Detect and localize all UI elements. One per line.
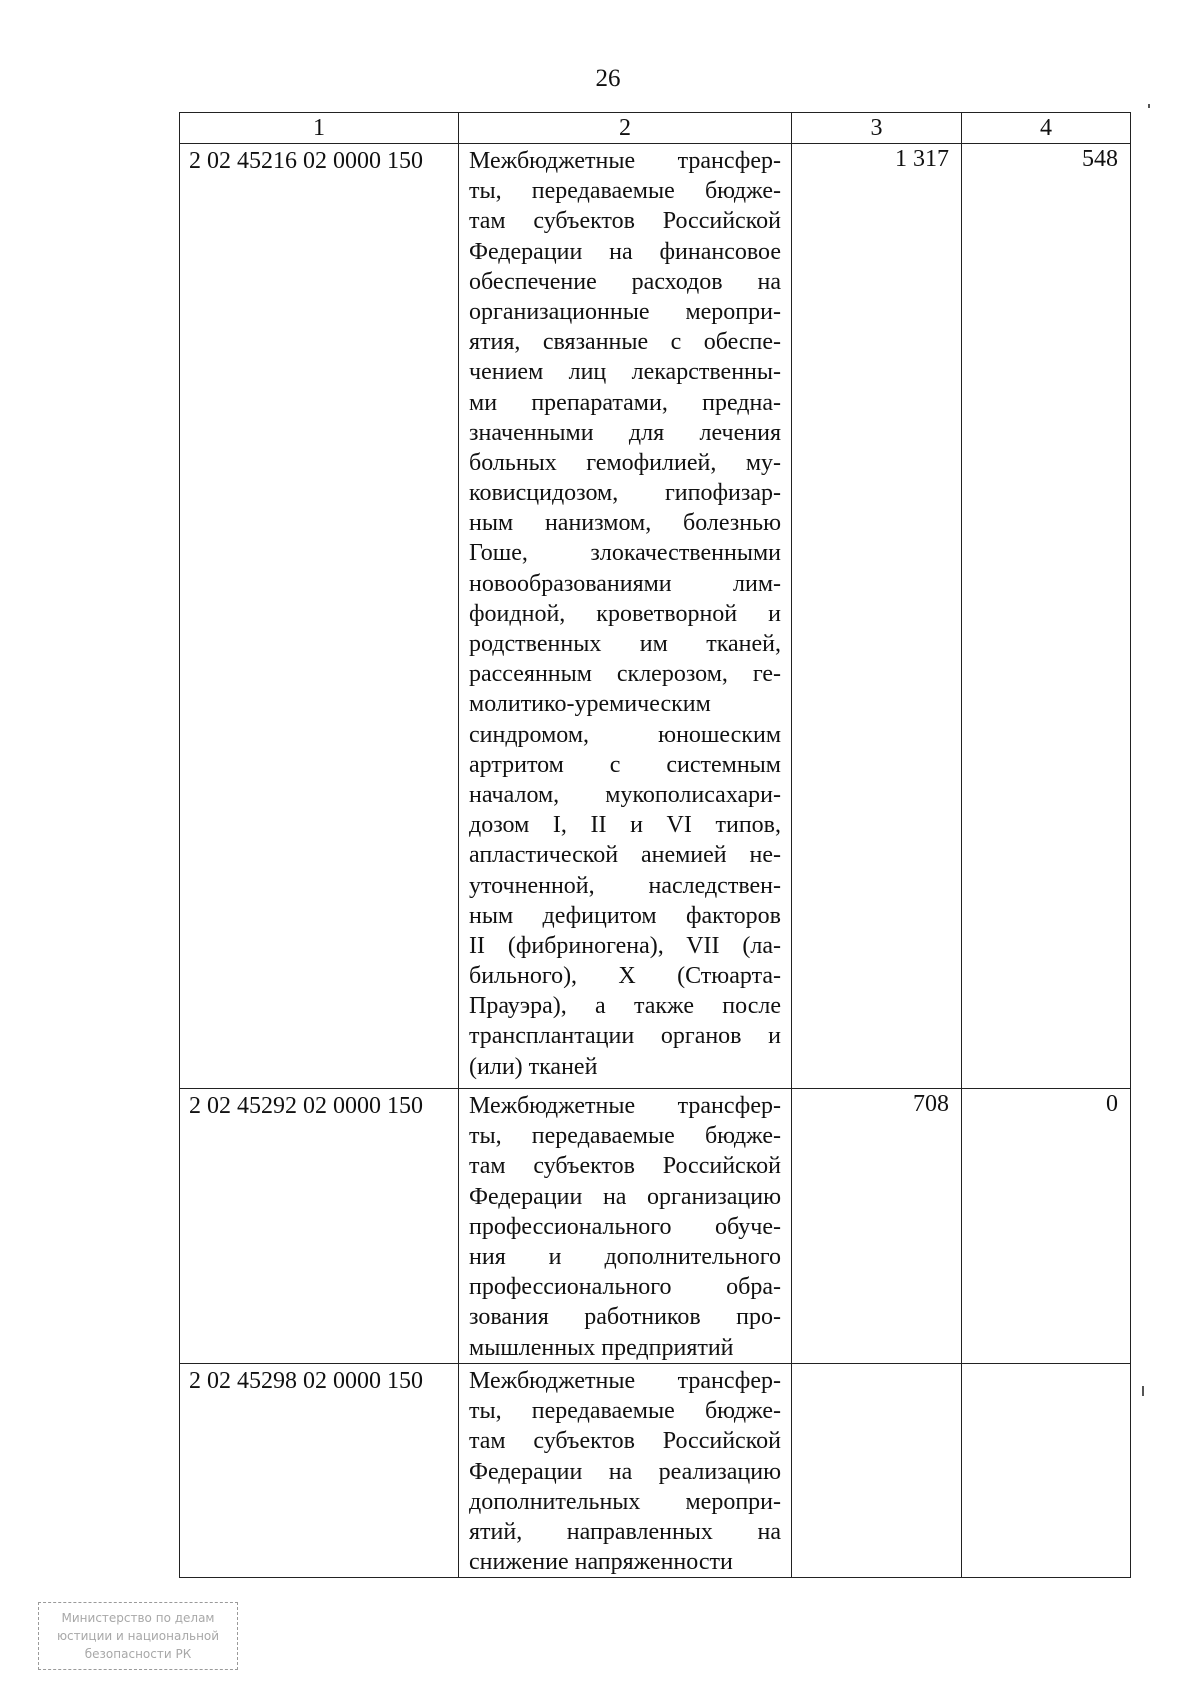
budget-code-cell: 2 02 45298 02 0000 150 [180, 1364, 459, 1578]
description-line: апластической анемией не- [469, 842, 781, 869]
description-line: Прауэра), а также после [469, 993, 781, 1020]
description-line: фоидной, кроветворной и [469, 600, 781, 627]
description-line: Федерации на организацию [469, 1183, 781, 1210]
column-header-2: 2 [459, 113, 792, 144]
description-line: Федерации на реализацию [469, 1458, 781, 1485]
description-line: ным дефицитом факторов [469, 902, 781, 929]
description-line: Межбюджетные трансфер- [469, 148, 781, 174]
description-line: обеспечение расходов на [469, 268, 781, 295]
description-cell [459, 1364, 792, 1578]
description-line: (или) тканей [469, 1053, 598, 1080]
description-cell [459, 144, 792, 1089]
scan-edge-mark [1148, 104, 1150, 108]
col3-value-cell: 1 317 [792, 144, 962, 1089]
description-cell [459, 1089, 792, 1364]
description-line: молитико-уремическим [469, 691, 711, 718]
description-line: Межбюджетные трансфер- [469, 1093, 781, 1119]
scan-edge-mark [1142, 1386, 1144, 1396]
description-line: ми препаратами, предна- [469, 389, 781, 416]
description-line: новообразованиями лим- [469, 570, 781, 597]
description-line: II (фибриногена), VII (ла- [469, 932, 781, 959]
description-line: ковисцидозом, гипофизар- [469, 480, 781, 507]
description-line: больных гемофилией, му- [469, 449, 781, 476]
budget-table [179, 112, 1131, 1578]
description-line: Гоше, злокачественными [469, 540, 781, 567]
description-line: профессионального обра- [469, 1274, 781, 1301]
description-line: ния и дополнительного [469, 1243, 781, 1270]
description-line: там субъектов Российской [469, 1428, 781, 1455]
description-line: дополнительных меропри- [469, 1488, 781, 1515]
description-line: там субъектов Российской [469, 1153, 781, 1180]
description-line: ты, передаваемые бюдже- [469, 1398, 781, 1425]
stamp-line: Министерство по делам [61, 1611, 215, 1625]
description-line: профессионального обуче- [469, 1213, 781, 1240]
description-line: ятий, направленных на [469, 1518, 781, 1545]
description-line: артритом с системным [469, 751, 781, 778]
table-row [180, 1364, 1131, 1578]
budget-code-cell: 2 02 45216 02 0000 150 [180, 144, 459, 1089]
column-header-4: 4 [962, 113, 1131, 144]
description-line: уточненной, наследствен- [469, 872, 781, 899]
col3-value-cell: 708 [792, 1089, 962, 1364]
description-line: организационные меропри- [469, 298, 781, 325]
description-line: чением лиц лекарственны- [469, 359, 781, 386]
page-number: 26 [595, 65, 621, 92]
description-line: трансплантации органов и [469, 1023, 781, 1050]
description-line: родственных им тканей, [469, 631, 781, 657]
description-line: ным нанизмом, болезнью [469, 510, 781, 537]
header-row [180, 113, 1131, 144]
stamp-line: юстиции и национальной [56, 1629, 220, 1643]
description-line: бильного), X (Стюарта- [469, 963, 781, 990]
description-line: Федерации на финансовое [469, 238, 781, 265]
column-header-1: 1 [180, 113, 459, 144]
col4-value-cell: 548 [962, 144, 1131, 1089]
col4-value-cell: 0 [962, 1089, 1131, 1364]
column-header-3: 3 [792, 113, 962, 144]
description-line: значенными для лечения [469, 419, 781, 446]
description-line: рассеянным склерозом, ге- [469, 661, 781, 688]
table-row [180, 1089, 1131, 1364]
description-line: ятия, связанные с обеспе- [469, 329, 781, 356]
description-line: Межбюджетные трансфер- [469, 1368, 781, 1394]
description-line: синдромом, юношеским [469, 721, 781, 748]
official-stamp [38, 1602, 238, 1670]
col3-value-cell [792, 1364, 962, 1578]
table-row [180, 144, 1131, 1089]
description-line: дозом I, II и VI типов, [469, 812, 781, 839]
description-line: началом, мукополисахари- [469, 781, 781, 808]
stamp-line: безопасности РК [84, 1647, 192, 1661]
description-line: снижение напряженности [469, 1549, 733, 1576]
description-line: там субъектов Российской [469, 208, 781, 235]
col4-value-cell [962, 1364, 1131, 1578]
description-line: ты, передаваемые бюдже- [469, 178, 781, 205]
budget-code-cell: 2 02 45292 02 0000 150 [180, 1089, 459, 1364]
description-line: мышленных предприятий [469, 1334, 734, 1361]
description-line: ты, передаваемые бюдже- [469, 1123, 781, 1150]
description-line: зования работников про- [469, 1304, 781, 1331]
